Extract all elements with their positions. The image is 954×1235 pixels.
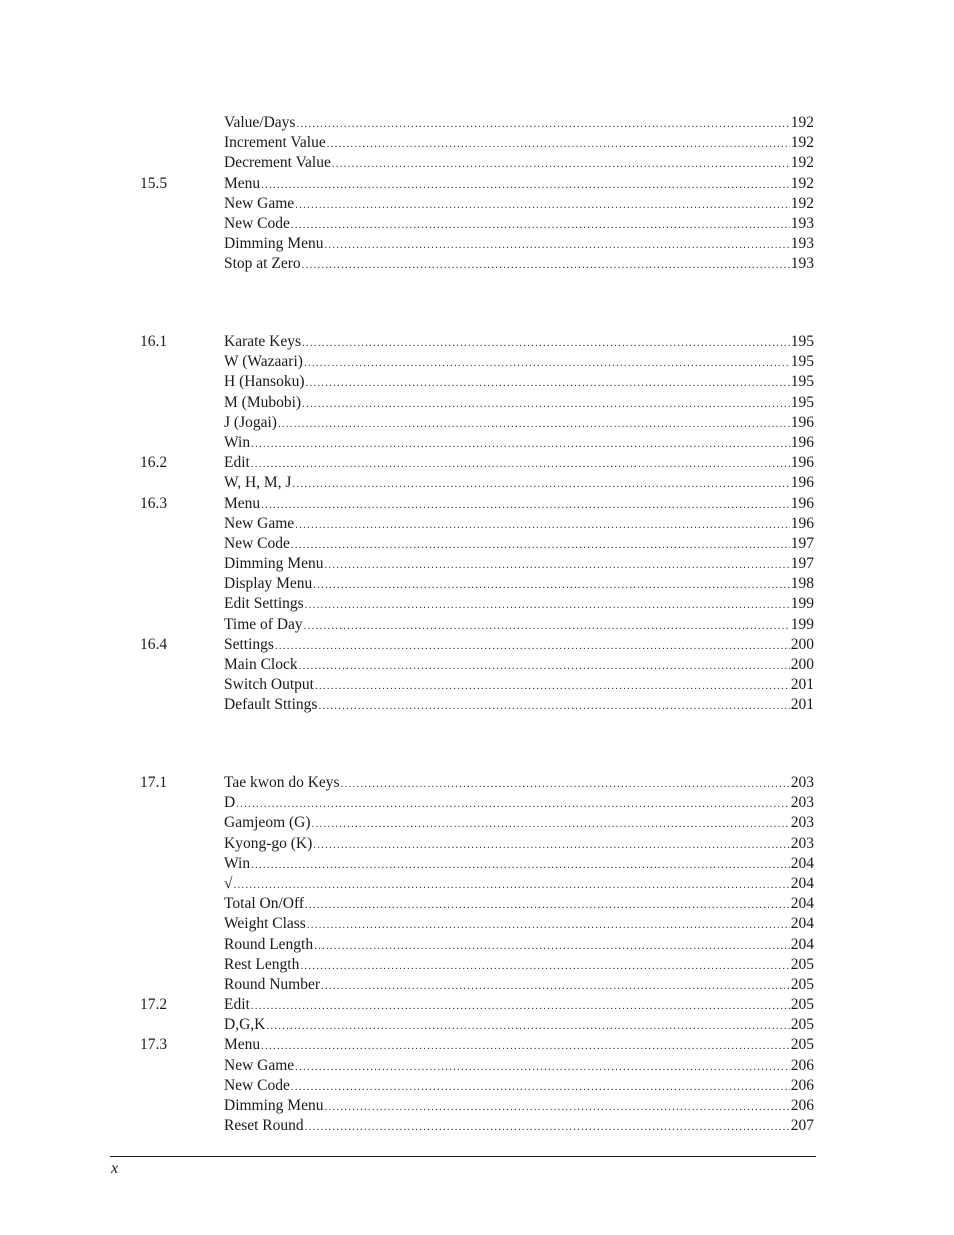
toc-entry[interactable] [224,955,814,976]
toc-page-number[interactable]: 207 [790,1117,814,1135]
toc-entry[interactable] [224,214,814,235]
toc-section-1 [0,113,954,275]
toc-page-number[interactable]: 204 [790,854,814,872]
toc-entry-row[interactable] [0,1096,954,1116]
toc-dot-leader [332,154,790,174]
toc-entry[interactable] [224,874,814,895]
toc-entry-row[interactable] [0,194,954,214]
toc-dot-leader [291,535,790,555]
toc-entry-row[interactable] [0,534,954,554]
toc-page-number[interactable]: 203 [790,794,814,812]
toc-page-number[interactable]: 206 [790,1097,814,1114]
toc-entry-title[interactable]: Dimming Menu [224,1097,324,1114]
toc-entry-title[interactable]: Display Menu [224,575,313,593]
toc-entry-title[interactable]: Menu [224,494,261,512]
toc-entry[interactable] [224,854,814,875]
toc-entry-row[interactable] [0,494,954,514]
toc-entry[interactable] [224,433,814,454]
toc-entry-title[interactable]: Tae kwon do Keys [224,774,340,791]
toc-entry[interactable] [224,793,814,814]
toc-entry[interactable] [224,615,814,636]
toc-entry-title[interactable]: Kyong-go (K) [224,834,313,852]
toc-page-number[interactable]: 196 [790,514,814,532]
toc-entry-row[interactable] [0,1076,954,1096]
toc-section-number: 17.1 [140,774,168,791]
toc-dot-leader [299,656,790,676]
toc-entry-title[interactable]: New Game [224,194,295,212]
toc-dot-leader [324,1097,789,1117]
toc-page-number[interactable]: 192 [790,174,814,192]
toc-entry-title[interactable]: Main Clock [224,656,298,673]
toc-entry[interactable] [224,254,814,275]
toc-entry-title[interactable]: Time of Day [224,615,303,633]
toc-dot-leader [324,555,789,575]
toc-page-number[interactable]: 199 [790,615,814,633]
toc-entry-title[interactable]: Round Length [224,935,314,953]
toc-entry-row[interactable] [0,874,954,894]
toc-page-number[interactable]: 193 [790,255,814,273]
toc-entry-row[interactable] [0,393,954,413]
toc-entry[interactable] [224,413,814,434]
toc-dot-leader [251,996,790,1016]
toc-section-number: 15.5 [140,174,168,192]
toc-page-number[interactable]: 192 [790,194,814,212]
toc-entry-title[interactable]: J (Jogai) [224,413,277,431]
footer-rule [110,1156,816,1157]
toc-page-number[interactable]: 201 [790,676,814,694]
toc-entry-title[interactable]: Karate Keys [224,333,302,350]
toc-entry-title[interactable]: Reset Round [224,1117,304,1135]
toc-dot-leader [236,794,790,814]
toc-entry-title[interactable]: Win [224,433,251,451]
toc-page-number[interactable]: 205 [790,1036,814,1054]
toc-page-number[interactable]: 205 [790,1016,814,1034]
toc-entry-title[interactable]: Default Sttings [224,696,318,714]
toc-entry[interactable] [224,975,814,996]
toc-entry[interactable] [224,494,814,515]
toc-entry-title[interactable]: Round Number [224,975,321,993]
toc-entry-title[interactable]: Edit Settings [224,595,304,613]
toc-entry[interactable] [224,174,814,195]
toc-page-number[interactable]: 196 [790,494,814,512]
toc-page-number[interactable]: 204 [790,874,814,892]
toc-entry-row[interactable] [0,372,954,392]
toc-dot-leader [307,915,790,935]
toc-page-number[interactable]: 195 [790,373,814,391]
toc-entry[interactable] [224,234,814,255]
toc-dot-leader [315,676,790,696]
toc-dot-leader [291,1077,790,1097]
toc-page-number[interactable]: 206 [790,1056,814,1074]
toc-page-number[interactable]: 203 [790,814,814,832]
toc-dot-leader [251,454,790,474]
toc-entry[interactable] [224,635,814,656]
toc-entry[interactable] [224,773,814,794]
toc-entry[interactable] [224,473,814,494]
toc-page-number[interactable]: 199 [790,595,814,613]
toc-entry-row[interactable] [0,352,954,372]
toc-page-number[interactable]: 197 [790,534,814,552]
toc-entry[interactable] [224,1096,814,1117]
toc-dot-leader [314,936,790,956]
toc-entry-row[interactable] [0,995,954,1015]
toc-entry-row[interactable] [0,574,954,594]
toc-entry-row[interactable] [0,813,954,833]
toc-entry-row[interactable] [0,975,954,995]
toc-entry-title[interactable]: New Code [224,1076,290,1094]
toc-entry[interactable] [224,813,814,834]
toc-entry-title[interactable]: Switch Output [224,676,314,694]
toc-entry[interactable] [224,393,814,414]
toc-dot-leader [341,774,790,794]
toc-dot-leader [306,373,790,393]
toc-page-number[interactable]: 204 [790,895,814,913]
toc-dot-leader [318,696,789,716]
toc-page-number[interactable]: 192 [790,154,814,172]
toc-dot-leader [300,956,789,976]
toc-section-2 [0,332,954,716]
toc-dot-leader [234,875,790,895]
toc-entry[interactable] [224,534,814,555]
toc-dot-leader [321,976,790,996]
toc-entry[interactable] [224,352,814,373]
toc-dot-leader [305,595,790,615]
toc-dot-leader [312,814,790,834]
toc-entry[interactable] [224,113,814,134]
toc-entry[interactable] [224,1035,814,1056]
toc-entry[interactable] [224,554,814,575]
toc-page-number[interactable]: 196 [790,474,814,492]
toc-entry-title[interactable]: New Game [224,514,295,532]
toc-dot-leader [304,353,790,373]
toc-entry[interactable] [224,514,814,535]
toc-entry[interactable] [224,574,814,595]
toc-entry-row[interactable] [0,695,954,715]
toc-entry-title[interactable]: D,G,K [224,1016,266,1034]
toc-entry[interactable] [224,914,814,935]
toc-dot-leader [327,134,790,154]
toc-entry-row[interactable] [0,615,954,635]
toc-entry-title[interactable]: H (Hansoku) [224,373,305,391]
toc-entry-title[interactable]: W (Wazaari) [224,353,303,371]
toc-entry-title[interactable]: Dimming Menu [224,235,324,253]
toc-entry[interactable] [224,332,814,353]
toc-entry-title[interactable]: New Code [224,214,290,232]
toc-dot-leader [278,414,790,434]
toc-dot-leader [291,215,790,235]
toc-section-number: 16.2 [140,454,168,472]
toc-entry-row[interactable] [0,234,954,254]
toc-page-number[interactable]: 195 [790,393,814,411]
toc-page-number[interactable]: 192 [790,114,814,131]
toc-entry-row[interactable] [0,793,954,813]
toc-entry[interactable] [224,1116,814,1137]
toc-entry[interactable] [224,1076,814,1097]
toc-page-number[interactable]: 203 [790,834,814,852]
toc-entry-row[interactable] [0,675,954,695]
toc-dot-leader [304,616,790,636]
toc-page-number[interactable]: 196 [790,433,814,451]
toc-entry[interactable] [224,194,814,215]
toc-dot-leader [295,195,790,215]
toc-dot-leader [261,495,790,515]
toc-entry-row[interactable] [0,935,954,955]
toc-section-number: 16.3 [140,494,168,512]
toc-entry[interactable] [224,1015,814,1036]
toc-page-number[interactable]: 195 [790,353,814,371]
toc-page-number[interactable]: 196 [790,454,814,472]
toc-entry-row[interactable] [0,1015,954,1035]
toc-entry-title[interactable]: Value/Days [224,114,296,131]
toc-entry-row[interactable] [0,214,954,234]
toc-entry-row[interactable] [0,894,954,914]
toc-entry-title[interactable]: Edit [224,996,250,1014]
toc-entry-row[interactable] [0,133,954,153]
toc-entry-title[interactable]: Menu [224,1036,261,1054]
toc-dot-leader [313,835,790,855]
toc-entry-row[interactable] [0,854,954,874]
toc-entry-row[interactable] [0,433,954,453]
toc-entry-row[interactable] [0,332,954,352]
toc-entry-row[interactable] [0,554,954,574]
toc-entry[interactable] [224,995,814,1016]
toc-entry[interactable] [224,894,814,915]
toc-page-number[interactable]: 196 [790,413,814,431]
toc-page-number[interactable]: 200 [790,635,814,653]
toc-entry-title[interactable]: Dimming Menu [224,555,324,573]
toc-entry-title[interactable]: Win [224,854,251,872]
toc-section-number: 16.4 [140,635,168,653]
toc-entry-row[interactable] [0,113,954,133]
toc-dot-leader [302,333,790,353]
toc-page-number[interactable]: 206 [790,1076,814,1094]
toc-dot-leader [261,1036,790,1056]
toc-entry-title[interactable]: Edit [224,454,250,472]
toc-entry-row[interactable] [0,834,954,854]
toc-entry-row[interactable] [0,174,954,194]
toc-entry-row[interactable] [0,254,954,274]
toc-dot-leader [305,1117,790,1137]
toc-dot-leader [302,394,790,414]
toc-dot-leader [295,515,790,535]
toc-entry-row[interactable] [0,955,954,975]
toc-dot-leader [275,636,790,656]
toc-entry-title[interactable]: Rest Length [224,955,300,973]
toc-entry-title[interactable]: D [224,794,236,812]
toc-entry-title[interactable]: √ [224,874,233,892]
toc-entry[interactable] [224,372,814,393]
toc-entry[interactable] [224,153,814,174]
toc-page-number[interactable]: 193 [790,235,814,253]
toc-page-number[interactable]: 205 [790,996,814,1014]
toc-dot-leader [266,1016,789,1036]
toc-section-3 [0,773,954,1136]
toc-entry[interactable] [224,834,814,855]
toc-entry[interactable] [224,935,814,956]
toc-entry-row[interactable] [0,773,954,793]
toc-dot-leader [251,434,790,454]
toc-page-number[interactable]: 195 [790,333,814,350]
toc-dot-leader [251,855,790,875]
toc-entry-title[interactable]: Increment Value [224,134,326,152]
toc-section-number: 17.2 [140,996,168,1014]
toc-entry-title[interactable]: Settings [224,635,274,653]
toc-dot-leader [305,895,790,915]
toc-dot-leader [292,474,789,494]
toc-entry-title[interactable]: Stop at Zero [224,255,301,273]
toc-entry[interactable] [224,594,814,615]
toc-section-number: 17.3 [140,1036,168,1054]
toc-entry-row[interactable] [0,1116,954,1136]
toc-entry[interactable] [224,453,814,474]
toc-entry[interactable] [224,133,814,154]
toc-dot-leader [313,575,789,595]
toc-dot-leader [296,114,789,134]
toc-entry-row[interactable] [0,594,954,614]
toc-entry[interactable] [224,655,814,676]
toc-entry-row[interactable] [0,914,954,934]
toc-entry-row[interactable] [0,473,954,493]
toc-page-number[interactable]: 200 [790,656,814,673]
footer-page-label: x [111,1160,119,1177]
toc-entry-title[interactable]: Gamjeom (G) [224,814,311,832]
toc-section-number: 16.1 [140,333,168,350]
toc-entry-title[interactable]: W, H, M, J [224,474,292,492]
toc-dot-leader [302,255,790,275]
toc-entry[interactable] [224,1056,814,1077]
toc-dot-leader [261,175,790,195]
toc-page-number[interactable]: 201 [790,696,814,714]
toc-entry-row[interactable] [0,514,954,534]
toc-page-number[interactable]: 192 [790,134,814,152]
toc-entry-row[interactable] [0,1035,954,1055]
toc-page-number[interactable]: 205 [790,955,814,973]
toc-entry-row[interactable] [0,153,954,173]
toc-entry-title[interactable]: Total On/Off [224,895,304,913]
toc-entry-row[interactable] [0,635,954,655]
toc-page-number[interactable]: 198 [790,575,814,593]
toc-page-number[interactable]: 203 [790,774,814,791]
toc-entry-row[interactable] [0,655,954,675]
toc-dot-leader [295,1057,790,1077]
toc-page-number[interactable]: 193 [790,214,814,232]
toc-page-number[interactable]: 197 [790,555,814,573]
toc-entry-row[interactable] [0,1056,954,1076]
toc-entry-title[interactable]: New Code [224,534,290,552]
toc-entry-title[interactable]: Weight Class [224,915,306,933]
toc-page-number[interactable]: 204 [790,915,814,933]
toc-entry-row[interactable] [0,413,954,433]
toc-entry-title[interactable]: Decrement Value [224,154,331,172]
toc-entry-title[interactable]: New Game [224,1056,295,1074]
toc-entry[interactable] [224,675,814,696]
toc-entry-title[interactable]: M (Mubobi) [224,393,302,411]
toc-page-number[interactable]: 205 [790,975,814,993]
toc-entry[interactable] [224,695,814,716]
toc-entry-title[interactable]: Menu [224,174,261,192]
toc-dot-leader [324,235,789,255]
toc-page-number[interactable]: 204 [790,935,814,953]
toc-entry-row[interactable] [0,453,954,473]
